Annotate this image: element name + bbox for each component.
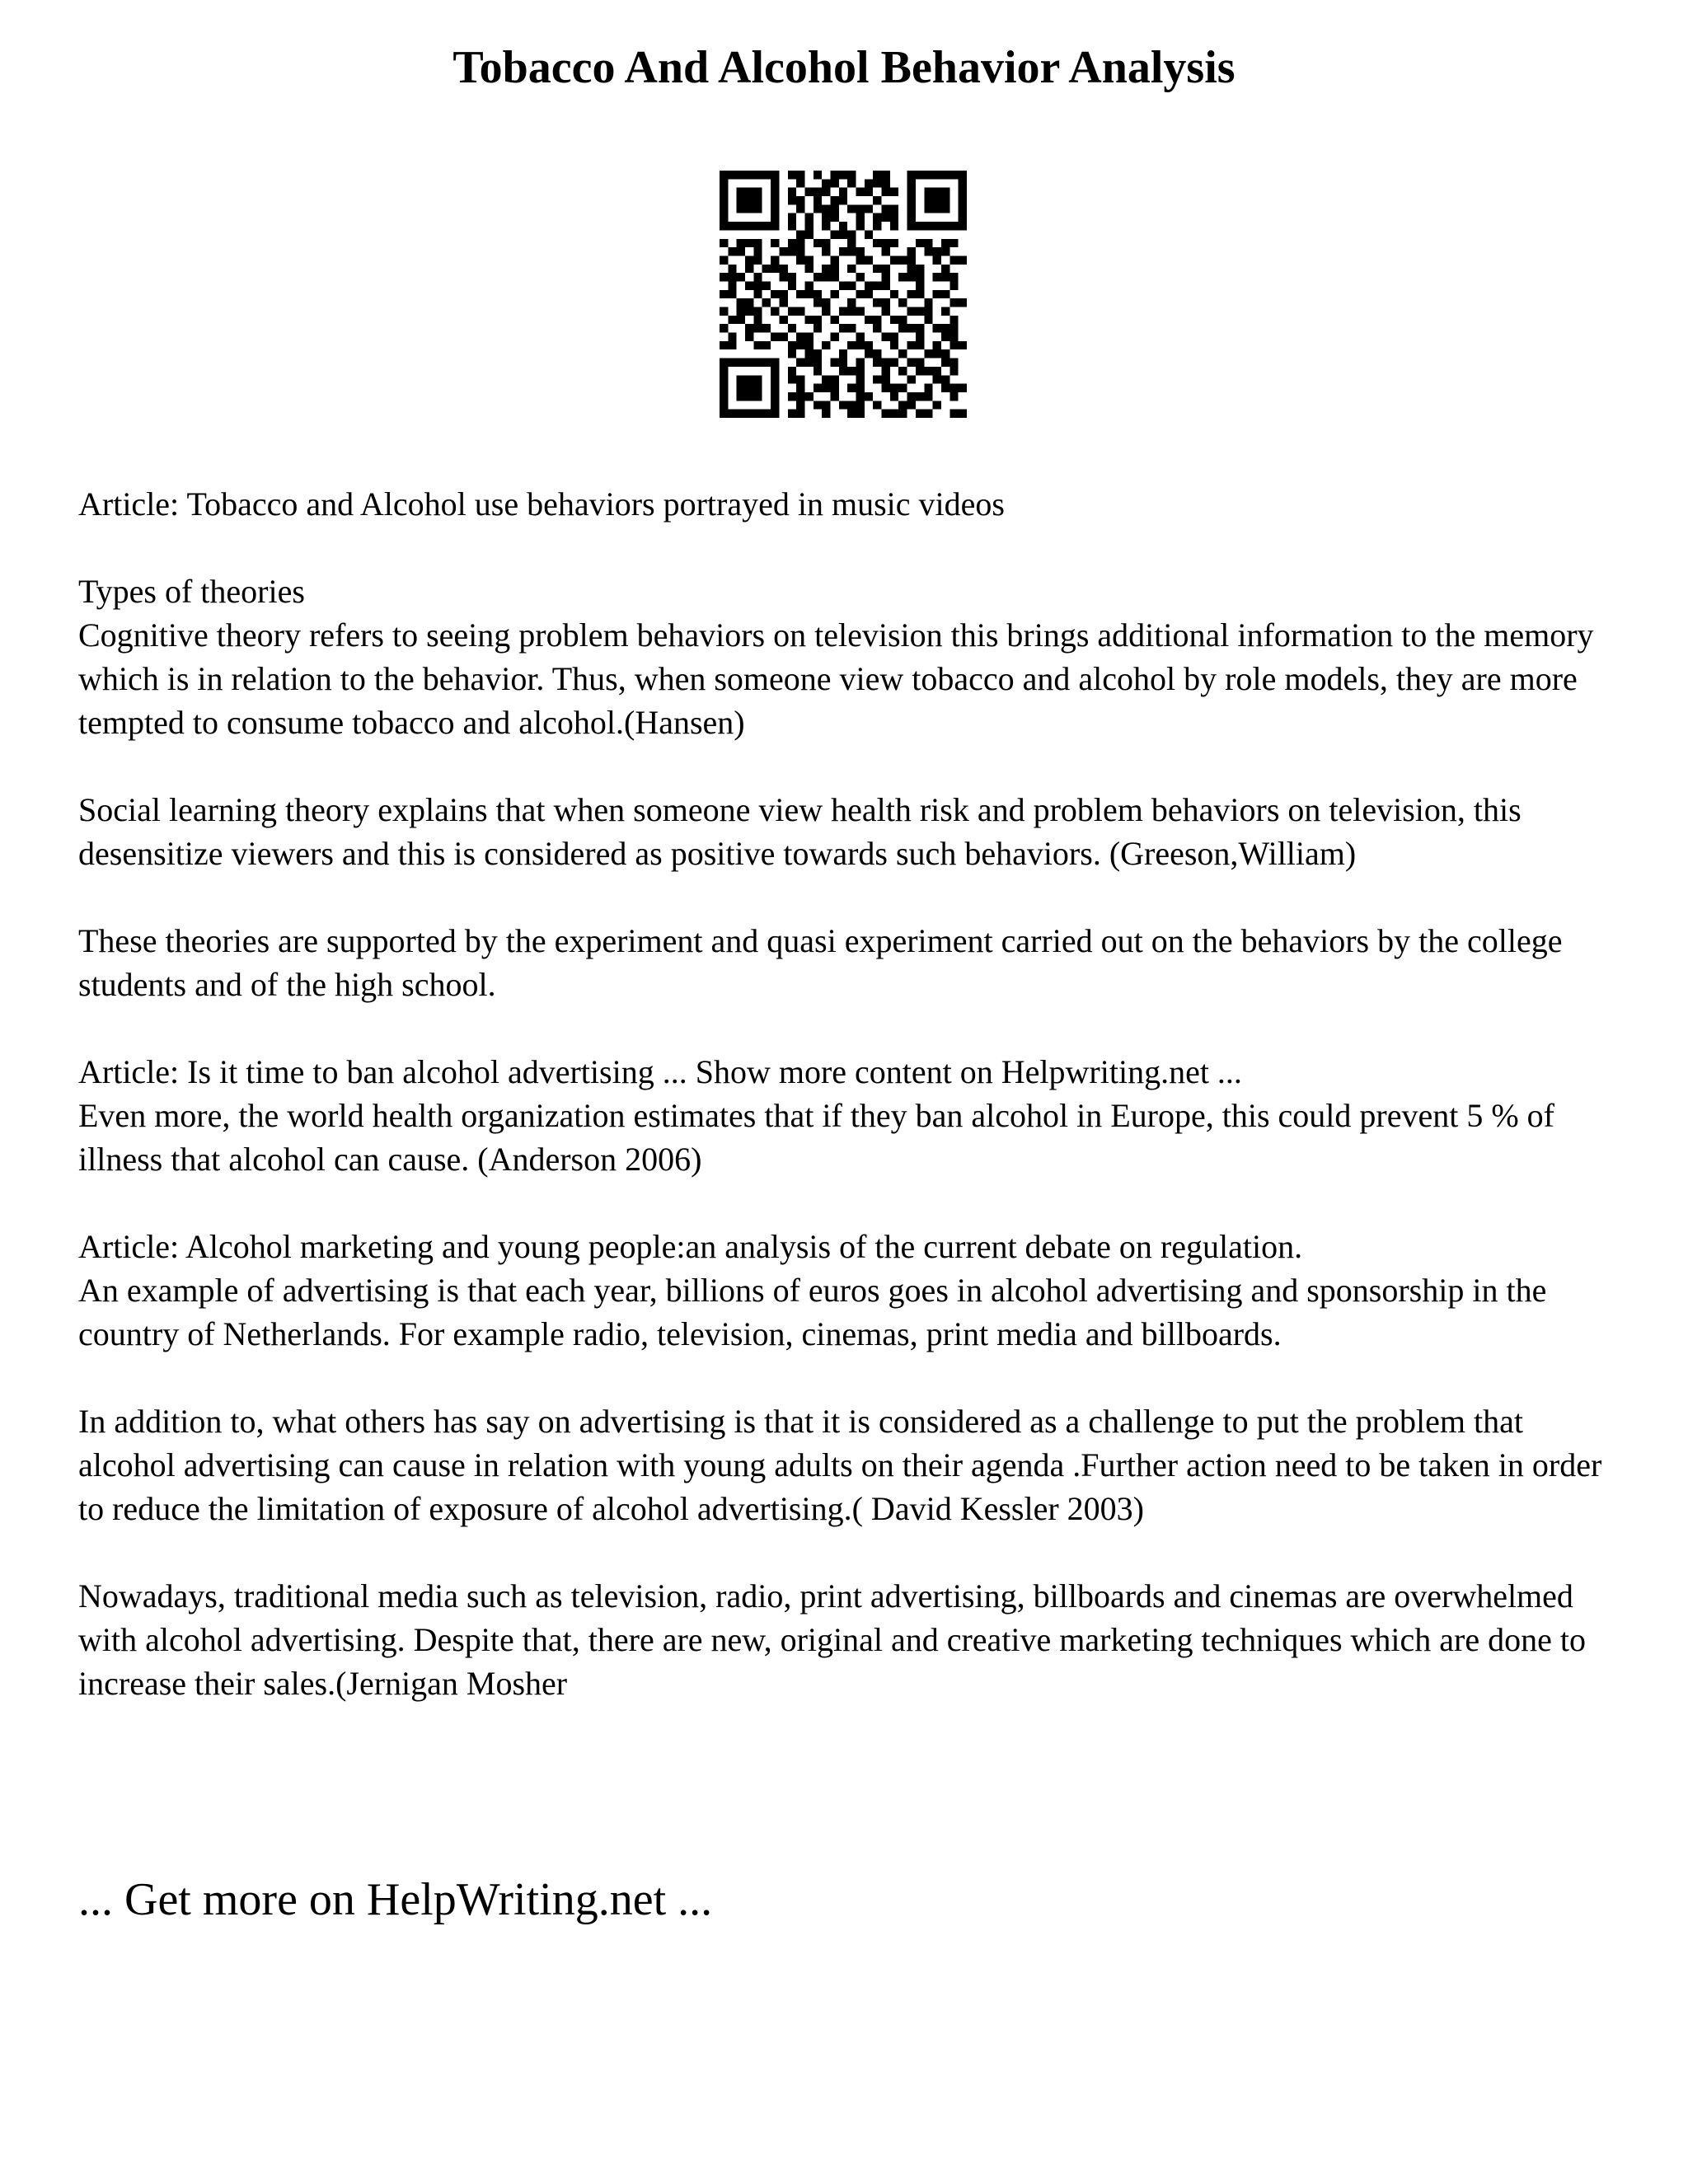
block-nowadays bbox=[78, 1574, 1628, 1705]
paragraph: In addition to, what others has say on advertising is that it is considered as a challenge to put the problem that alcohol advertising can cause in relation with young adults on their agenda .Further action need to be taken in order to reduce the limitation of exposure of alcohol advertising.( David Kessler 2003) bbox=[78, 1403, 1602, 1527]
block-in-addition bbox=[78, 1399, 1628, 1530]
block-article-3 bbox=[78, 1225, 1628, 1356]
document-title: Tobacco And Alcohol Behavior Analysis bbox=[452, 42, 1236, 93]
article-heading: Article: Alcohol marketing and young people:an analysis of the current debate on regulation. bbox=[78, 1228, 1303, 1265]
paragraph: These theories are supported by the experiment and quasi experiment carried out on the behaviors by the college students and of the high school. bbox=[78, 922, 1563, 1003]
paragraph: An example of advertising is that each year, billions of euros goes in alcohol advertising and sponsorship in the country of Netherlands. For example radio, television, cinemas, print media and billboards. bbox=[78, 1272, 1547, 1352]
block-article-1 bbox=[78, 482, 1628, 526]
section-heading: Types of theories bbox=[78, 573, 305, 610]
paragraph: Nowadays, traditional media such as television, radio, print advertising, billboards and cinemas are overwhelmed with alcohol advertising. Despite that, there are new, original and creative marketing techniques which are done to increase their sales.(Jernigan Mosher bbox=[78, 1577, 1586, 1702]
article-heading: Article: Is it time to ban alcohol advertising ... Show more content on Helpwriting.net ... bbox=[78, 1053, 1242, 1090]
qr-code-icon[interactable] bbox=[720, 171, 967, 418]
block-article-2 bbox=[78, 1050, 1628, 1181]
paragraph: Cognitive theory refers to seeing problem behaviors on television this brings additional information to the memory which is in relation to the behavior. Thus, when someone view tobacco and alcohol by role models, they are more tempted to consume tobacco and alcohol.(Hansen) bbox=[78, 616, 1594, 741]
block-social-learning bbox=[78, 788, 1628, 875]
get-more-link[interactable]: ... Get more on HelpWriting.net ... bbox=[78, 1874, 713, 1925]
block-theories-supported bbox=[78, 919, 1628, 1006]
paragraph: Even more, the world health organization estimates that if they ban alcohol in Europe, this could prevent 5 % of illness that alcohol can cause. (Anderson 2006) bbox=[78, 1097, 1554, 1178]
document-body bbox=[78, 482, 1628, 1749]
block-types-of-theories bbox=[78, 569, 1628, 744]
paragraph: Social learning theory explains that when someone view health risk and problem behaviors on television, this desensitize viewers and this is considered as positive towards such behaviors. (Greeson,William) bbox=[78, 791, 1522, 872]
article-heading: Article: Tobacco and Alcohol use behaviors portrayed in music videos bbox=[78, 485, 1005, 523]
